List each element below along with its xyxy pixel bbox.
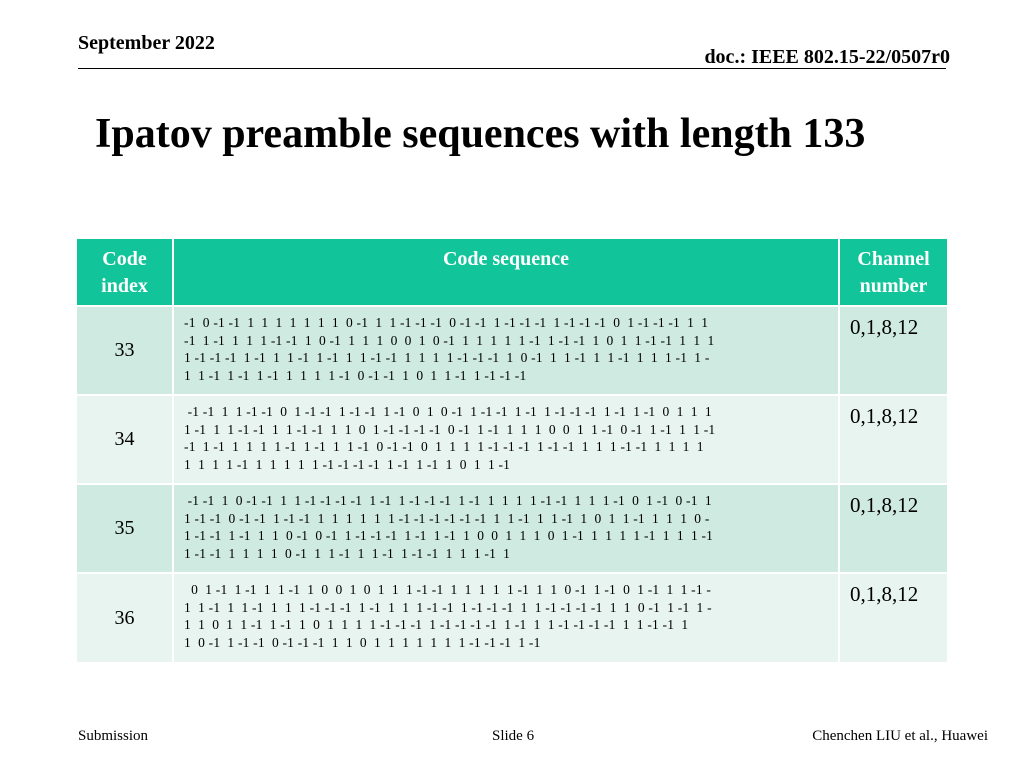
table-row xyxy=(77,395,947,484)
preamble-table xyxy=(77,239,947,662)
header-divider xyxy=(78,68,946,69)
column-header-code-index xyxy=(77,239,173,306)
header-date: September 2022 xyxy=(78,32,215,54)
channel-number-cell: 0,1,8,12 xyxy=(839,306,947,395)
footer-author: Chenchen LIU et al., Huawei xyxy=(812,728,988,744)
sequence-line: 0 1 -1 1 -1 1 1 -1 1 0 0 1 0 1 1 1 -1 -1 1 1 1 1 1 -1 1 1 0 -1 1 -1 0 1 -1 1 1 -1 - xyxy=(184,582,712,597)
sequence-line: 1 -1 -1 1 1 1 1 0 -1 1 1 -1 1 1 -1 1 -1 -1 1 1 1 -1 1 xyxy=(184,545,511,561)
sequence-line: 1 -1 1 1 -1 -1 1 1 -1 -1 1 1 0 1 -1 -1 -1 -1 0 -1 1 -1 1 1 1 0 0 1 1 -1 0 -1 1 -1 1 1 -1 xyxy=(184,421,716,437)
channel-number-cell: 0,1,8,12 xyxy=(839,484,947,573)
footer-slide-number: Slide 6 xyxy=(492,728,535,744)
code-index-cell: 34 xyxy=(77,395,173,484)
code-sequence-cell xyxy=(173,395,839,484)
table-header-row xyxy=(77,239,947,306)
code-index-cell: 33 xyxy=(77,306,173,395)
header-text-line: number xyxy=(859,275,928,297)
sequence-line: 1 1 0 1 1 -1 1 -1 1 0 1 1 1 1 -1 -1 -1 1 -1 -1 -1 -1 1 -1 1 1 -1 -1 -1 -1 1 1 -1 -1 1 xyxy=(184,617,689,632)
slide-title: Ipatov preamble sequences with length 133 xyxy=(95,111,866,157)
table-row xyxy=(77,306,947,395)
sequence-line: -1 0 -1 -1 1 1 1 1 1 1 1 0 -1 1 1 -1 -1 -1 0 -1 -1 1 -1 -1 -1 1 -1 -1 -1 0 1 -1 -1 -1 1 1 xyxy=(184,315,709,330)
table-row xyxy=(77,573,947,662)
sequence-line: 1 -1 -1 0 -1 -1 1 -1 -1 1 1 1 1 1 1 -1 -1 -1 -1 -1 -1 1 1 -1 1 1 -1 1 0 1 1 -1 1 1 1 0 - xyxy=(184,510,710,526)
header-doc-id: doc.: IEEE 802.15-22/0507r0 xyxy=(704,46,950,68)
sequence-line: 1 -1 -1 -1 1 -1 1 1 -1 1 -1 1 1 -1 -1 1 1 1 1 -1 -1 -1 1 0 -1 1 1 -1 1 1 -1 1 1 1 -1 1 - xyxy=(184,350,710,365)
table-row xyxy=(77,484,947,573)
header-text-line: Channel xyxy=(857,248,930,270)
header-text-line: Code xyxy=(102,248,147,270)
sequence-line: -1 1 -1 1 1 1 -1 -1 1 0 -1 1 1 1 0 0 1 0 -1 1 1 1 1 1 -1 1 -1 -1 1 0 1 1 -1 -1 1 1 1 xyxy=(184,332,715,348)
sequence-line: 1 0 -1 1 -1 -1 0 -1 -1 -1 1 1 0 1 1 1 1 1 1 1 -1 -1 -1 1 -1 xyxy=(184,634,541,650)
code-sequence-cell xyxy=(173,484,839,573)
code-sequence-cell xyxy=(173,306,839,395)
sequence-line: 1 -1 -1 1 -1 1 1 0 -1 0 -1 1 -1 -1 -1 1 -1 1 -1 1 0 0 1 1 1 0 1 -1 1 1 1 1 -1 1 1 1 -1 xyxy=(184,528,714,543)
sequence-line: 1 1 1 1 -1 1 1 1 1 1 -1 -1 -1 -1 1 -1 1 -1 1 0 1 1 -1 xyxy=(184,456,511,472)
column-header-channel-number xyxy=(839,239,947,306)
sequence-line: -1 1 -1 1 1 1 1 -1 1 -1 1 1 -1 0 -1 -1 0 1 1 1 1 -1 -1 -1 1 -1 -1 1 1 1 -1 -1 1 1 1 1 xyxy=(184,439,704,454)
sequence-line: 1 1 -1 1 -1 1 -1 1 1 1 1 -1 0 -1 -1 1 0 1 1 -1 1 -1 -1 -1 xyxy=(184,367,527,383)
code-index-cell: 36 xyxy=(77,573,173,662)
code-sequence-cell xyxy=(173,573,839,662)
sequence-line: 1 1 -1 1 1 -1 1 1 1 -1 -1 -1 1 -1 1 1 1 -1 -1 1 -1 -1 -1 1 1 -1 -1 -1 -1 1 1 0 -1 1 -1 1 - xyxy=(184,599,712,615)
footer-submission: Submission xyxy=(78,728,149,744)
channel-number-cell: 0,1,8,12 xyxy=(839,573,947,662)
code-index-cell: 35 xyxy=(77,484,173,573)
sequence-line: -1 -1 1 0 -1 -1 1 1 -1 -1 -1 -1 1 -1 1 -1 -1 -1 1 -1 1 1 1 1 -1 -1 1 1 1 -1 0 1 -1 0 -1 1 xyxy=(184,493,712,508)
channel-number-cell: 0,1,8,12 xyxy=(839,395,947,484)
column-header-code-sequence: Code sequence xyxy=(173,239,839,306)
header-text-line: index xyxy=(101,275,148,297)
sequence-line: -1 -1 1 1 -1 -1 0 1 -1 -1 1 -1 -1 1 -1 0 1 0 -1 1 -1 -1 1 -1 1 -1 -1 -1 1 -1 1 -1 0 1 1 1 xyxy=(184,404,712,419)
